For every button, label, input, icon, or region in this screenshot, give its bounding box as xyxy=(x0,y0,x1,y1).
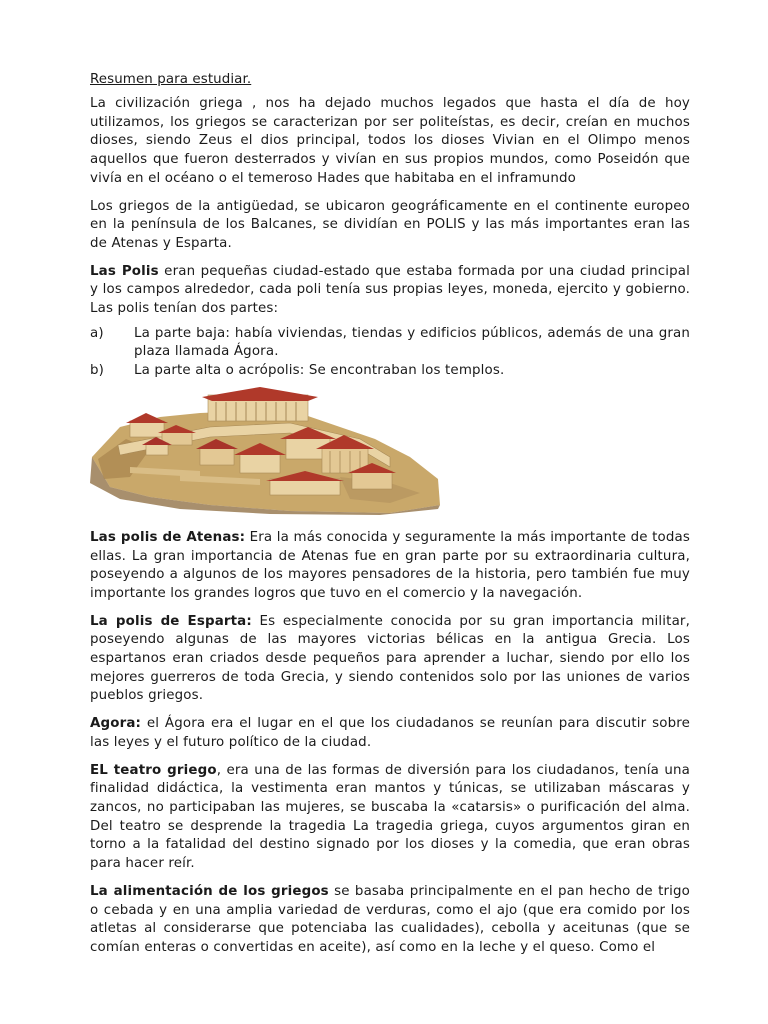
term-teatro: EL teatro griego xyxy=(90,762,217,778)
list-item xyxy=(90,362,690,381)
list-marker: a) xyxy=(90,325,104,341)
teatro-text: , era una de las formas de diversión para los ciudadanos, tenía una finalidad didáctica, la vestimenta eran mantos y túnicas, se utilizaban máscaras y zancos, no participaban las mujeres, se buscaba la «catarsis» o purificación del alma. Del teatro se desprende la tragedia La tragedia griega, cuyos argumentos giran en torno a la fatalidad del destino signado por los dioses y la comedia, que eran obras para hacer reír. xyxy=(90,762,690,872)
term-esparta: La polis de Esparta: xyxy=(90,613,252,629)
list-text: La parte baja: había viviendas, tiendas y edificios públicos, además de una gran plaza llamada Ágora. xyxy=(134,325,690,360)
document-title: Resumen para estudiar. xyxy=(90,72,252,87)
paragraph-location: Los griegos de la antigüedad, se ubicaron geográficamente en el continente europeo en la península de los Balcanes, se dividían en POLIS y las más importantes eran las de Atenas y Esparta. xyxy=(90,198,690,251)
alimentacion-text: se basaba principalmente en el pan hecho de trigo o cebada y en una amplia variedad de verduras, como el ajo (que era comido por los atletas al considerarse que potenciaba las cualidades), cebolla y aceitunas (que se comían enteras o convertidas en aceite), así como en la leche y el queso. Como el xyxy=(90,883,690,955)
paragraph-atenas xyxy=(90,529,690,604)
paragraph-polis xyxy=(90,263,690,319)
esparta-text: Es especialmente conocida por su gran importancia militar, poseyendo algunas de las mayores victorias bélicas en la antigua Grecia. Los espartanos eran criados desde pequeños para aprender a luchar, siendo por ello los mejores guerreros de toda Grecia, y siendo contenidos solo por las uniones de varios pueblos griegos. xyxy=(90,613,690,704)
paragraph-intro: La civilización griega , nos ha dejado muchos legados que hasta el día de hoy utilizamos, los griegos se caracterizan por ser politeístas, es decir, creían en muchos dioses, siendo Zeus el dios principal, todos los dioses Vivian en el Olimpo menos aquellos que fueron desterrados y vivían en sus propios mundos, como Poseidón que vivía en el océano o el temeroso Hades que habitaba en el inframundo xyxy=(90,96,690,186)
list-item xyxy=(90,325,690,362)
paragraph-teatro xyxy=(90,762,690,874)
paragraph-alimentacion xyxy=(90,883,690,958)
agora-text: el Ágora era el lugar en el que los ciudadanos se reunían para discutir sobre las leyes y el futuro político de la ciudad. xyxy=(90,716,690,750)
polis-text: eran pequeñas ciudad-estado que estaba formada por una ciudad principal y los campos alrededor, cada poli tenía sus propias leyes, moneda, ejercito y gobierno. Las polis tenían dos partes: xyxy=(90,263,691,317)
acropolis-image xyxy=(90,387,442,515)
atenas-text: Era la más conocida y seguramente la más importante de todas ellas. La gran importancia de Atenas fue en gran parte por su extraordinaria cultura, poseyendo a algunos de los mayores pensadores de la historia, pero también fue muy importante los grandes logros que tuvo en el comercio y la navegación. xyxy=(90,529,690,601)
term-alimentacion: La alimentación de los griegos xyxy=(90,883,329,899)
paragraph-agora xyxy=(90,715,690,752)
acropolis-illustration xyxy=(90,387,442,515)
term-polis: Las Polis xyxy=(90,263,159,279)
term-atenas: Las polis de Atenas: xyxy=(90,529,246,545)
term-agora: Agora: xyxy=(90,716,142,732)
list-text: La parte alta o acrópolis: Se encontraban los templos. xyxy=(134,363,505,379)
list-marker: b) xyxy=(90,363,105,379)
paragraph-esparta xyxy=(90,613,690,707)
